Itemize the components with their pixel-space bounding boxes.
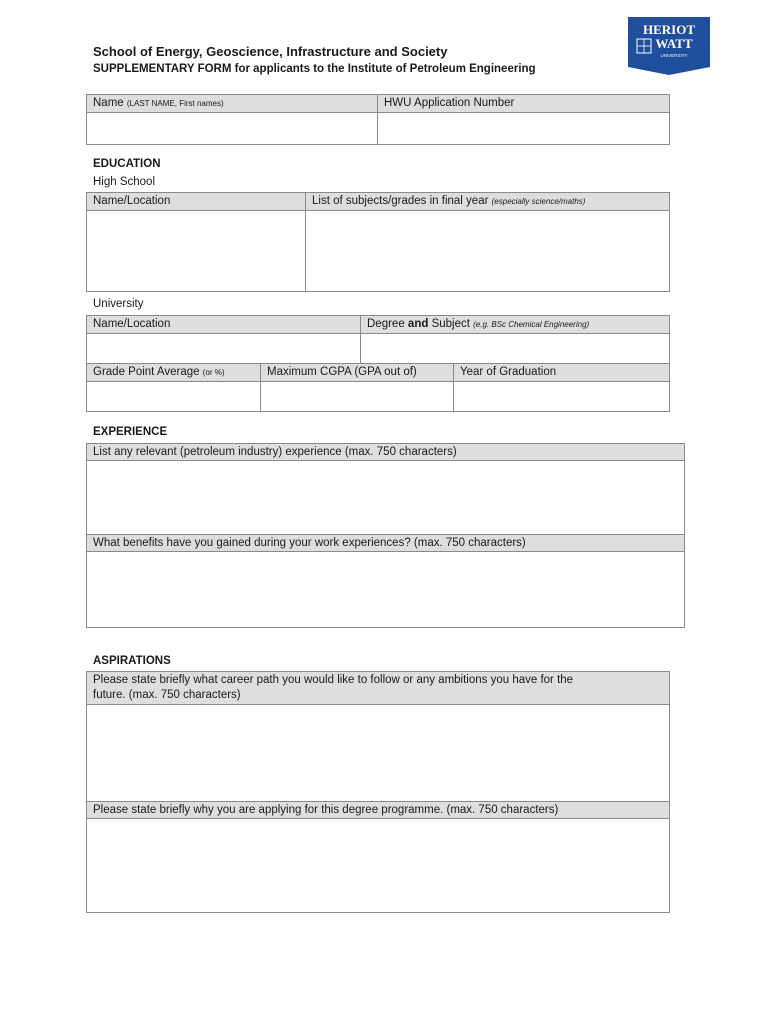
heriot-watt-logo	[628, 17, 710, 75]
experience-table	[86, 443, 685, 628]
hwu-number-field[interactable]	[378, 113, 670, 145]
graduation-year-header: Year of Graduation	[454, 364, 670, 382]
gpa-field[interactable]	[87, 382, 261, 412]
aspirations-q1-header: Please state briefly what career path you would like to follow or any ambitions you have for the future. (max. 750 characters)	[87, 672, 670, 705]
high-school-label: High School	[93, 176, 156, 188]
logo-line3: UNIVERSITY	[660, 53, 688, 58]
graduation-year-field[interactable]	[454, 382, 670, 412]
form-subtitle: SUPPLEMENTARY FORM for applicants to the Institute of Petroleum Engineering	[93, 63, 536, 75]
aspirations-heading: ASPIRATIONS	[93, 655, 171, 667]
high-school-table	[86, 192, 670, 292]
hs-name-field[interactable]	[87, 211, 306, 292]
name-table	[86, 94, 670, 145]
cgpa-header: Maximum CGPA (GPA out of)	[261, 364, 454, 382]
hs-name-header: Name/Location	[87, 193, 306, 211]
experience-q1-header: List any relevant (petroleum industry) experience (max. 750 characters)	[87, 444, 685, 461]
uni-name-field[interactable]	[87, 334, 361, 364]
gpa-table	[86, 363, 670, 412]
hs-subjects-field[interactable]	[306, 211, 670, 292]
experience-heading: EXPERIENCE	[93, 426, 168, 438]
university-label: University	[93, 298, 144, 310]
experience-q2-header: What benefits have you gained during your work experiences? (max. 750 characters)	[87, 535, 685, 552]
gpa-header: Grade Point Average (or %)	[87, 364, 261, 382]
uni-degree-header: Degree and Subject (e.g. BSc Chemical Engineering)	[361, 316, 670, 334]
logo-line1: HERIOT	[642, 22, 696, 37]
university-table	[86, 315, 670, 364]
education-heading: EDUCATION	[93, 158, 161, 170]
logo-line2: WATT	[655, 36, 693, 51]
cgpa-field[interactable]	[261, 382, 454, 412]
aspirations-q2-header: Please state briefly why you are applying for this degree programme. (max. 750 characters)	[87, 802, 670, 819]
hwu-number-header: HWU Application Number	[378, 95, 670, 113]
hs-subjects-header: List of subjects/grades in final year (especially science/maths)	[306, 193, 670, 211]
experience-q1-field[interactable]	[87, 461, 685, 535]
aspirations-q2-field[interactable]	[87, 819, 670, 913]
uni-degree-field[interactable]	[361, 334, 670, 364]
experience-q2-field[interactable]	[87, 552, 685, 628]
aspirations-table	[86, 671, 670, 913]
name-field[interactable]	[87, 113, 378, 145]
aspirations-q1-field[interactable]	[87, 705, 670, 802]
name-header: Name (LAST NAME, First names)	[87, 95, 378, 113]
uni-name-header: Name/Location	[87, 316, 361, 334]
form-title: School of Energy, Geoscience, Infrastructure and Society	[93, 44, 448, 59]
